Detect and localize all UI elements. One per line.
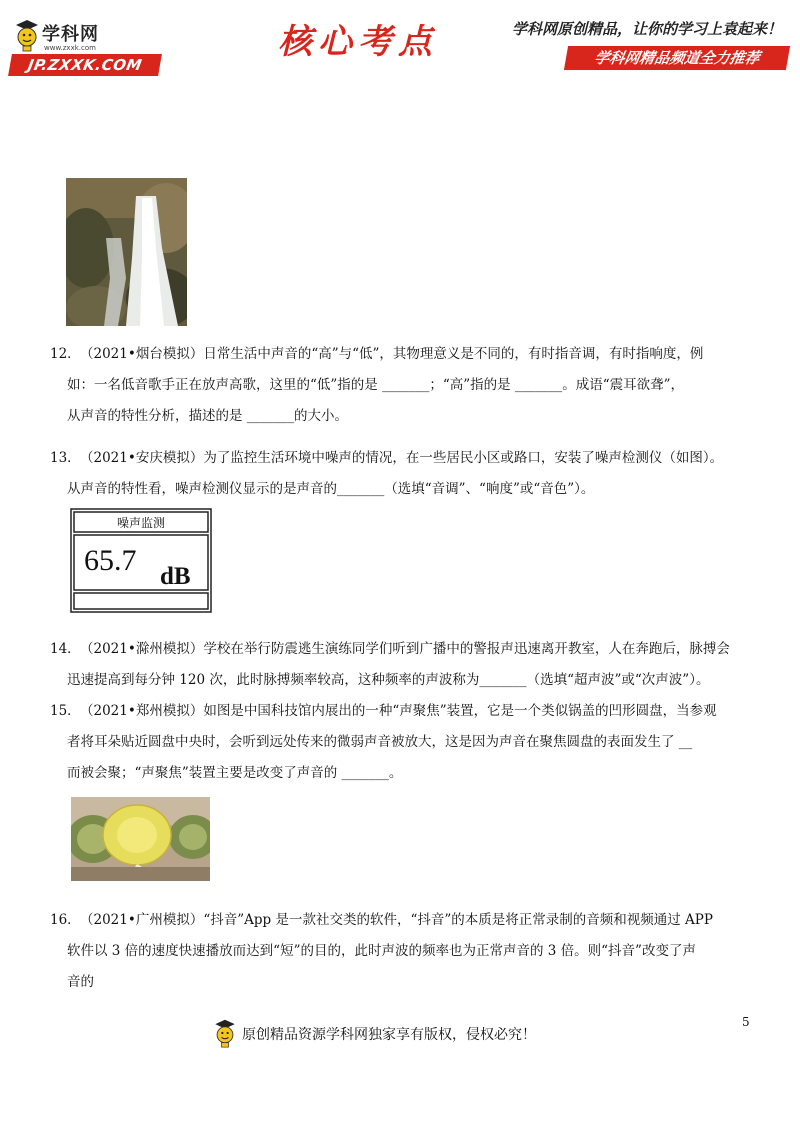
page-header xyxy=(0,0,800,80)
zxxk-logo[interactable] xyxy=(8,10,168,74)
page-title: 核心考点 xyxy=(278,22,438,62)
question-line: 而被会聚；“声聚焦”装置主要是改变了声音的 _______。 xyxy=(67,765,403,781)
question-line: 13．（2021•安庆模拟）为了监控生活环境中噪声的情况，在一些居民小区或路口，安装了噪声检测仪（如图）。 xyxy=(50,443,760,474)
question-number: 13． xyxy=(50,450,81,466)
logo-title: 学科网 xyxy=(42,24,99,45)
question-line: 迅速提高到每分钟 120 次，此时脉搏频率较高，这种频率的声波称为_______（选填“超声波”或“次声波”）。 xyxy=(67,672,710,688)
waterfall-photo xyxy=(66,178,187,326)
question-13 xyxy=(50,443,760,505)
question-line: 14．（2021•滁州模拟）学校在举行防震逃生演练同学们听到广播中的警报声迅速离开教室，人在奔跑后，脉搏会 xyxy=(50,634,760,665)
noise-meter-figure xyxy=(70,508,212,613)
question-line: 15．（2021•郑州模拟）如图是中国科技馆内展出的一种“声聚焦”装置，它是一个类似锅盖的凹形圆盘，当参观 xyxy=(50,696,760,727)
question-number: 12． xyxy=(50,346,81,362)
logo-domain: www.zxxk.com xyxy=(44,44,96,52)
meter-unit: dB xyxy=(160,563,191,590)
question-line: 如：一名低音歌手正在放声高歌，这里的“低”指的是 _______；“高”指的是 _______。成语“震耳欲聋”， xyxy=(67,377,684,393)
question-16 xyxy=(50,905,760,998)
slogan-banner: 学科网精品频道全力推荐 xyxy=(564,46,790,70)
question-line: 从声音的特性看，噪声检测仪显示的是声音的_______（选填“音调”、“响度”或“音色”）。 xyxy=(67,481,595,497)
question-number: 16． xyxy=(50,912,81,928)
page-footer xyxy=(210,1018,610,1048)
meter-value: 65.7 xyxy=(84,544,137,577)
copyright-notice: 原创精品资源学科网独家享有版权，侵权必究！ xyxy=(242,1027,536,1043)
mascot-icon xyxy=(212,1018,238,1048)
question-line: 从声音的特性分析，描述的是 _______的大小。 xyxy=(67,408,349,424)
question-14 xyxy=(50,634,760,696)
question-number: 14． xyxy=(50,641,81,657)
question-15 xyxy=(50,696,760,789)
question-12 xyxy=(50,339,760,432)
question-line: 16．（2021•广州模拟）“抖音”App 是一款社交类的软件，“抖音”的本质是将正常录制的音频和视频通过 APP xyxy=(50,905,760,936)
logo-url-bar: JP.ZXXK.COM xyxy=(8,54,162,76)
slogan-text: 学科网原创精品，让你的学习上袁起来！ xyxy=(512,20,783,38)
question-line: 音的 xyxy=(67,974,94,990)
meter-title: 噪声监测 xyxy=(116,516,166,530)
sound-focus-dish-photo xyxy=(71,797,210,881)
question-line: 软件以 3 倍的速度快速播放而达到“短”的目的，此时声波的频率也为正常声音的 3 倍。则“抖音”改变了声 xyxy=(67,943,696,959)
question-number: 15． xyxy=(50,703,81,719)
page-number: 5 xyxy=(742,1015,750,1029)
mascot-icon xyxy=(14,18,40,52)
question-line: 12．（2021•烟台模拟）日常生活中声音的“高”与“低”，其物理意义是不同的，有时指音调，有时指响度，例 xyxy=(50,339,760,370)
question-line: 者将耳朵贴近圆盘中央时，会听到远处传来的微弱声音被放大，这是因为声音在聚焦圆盘的表面发生了 __ xyxy=(67,734,693,750)
